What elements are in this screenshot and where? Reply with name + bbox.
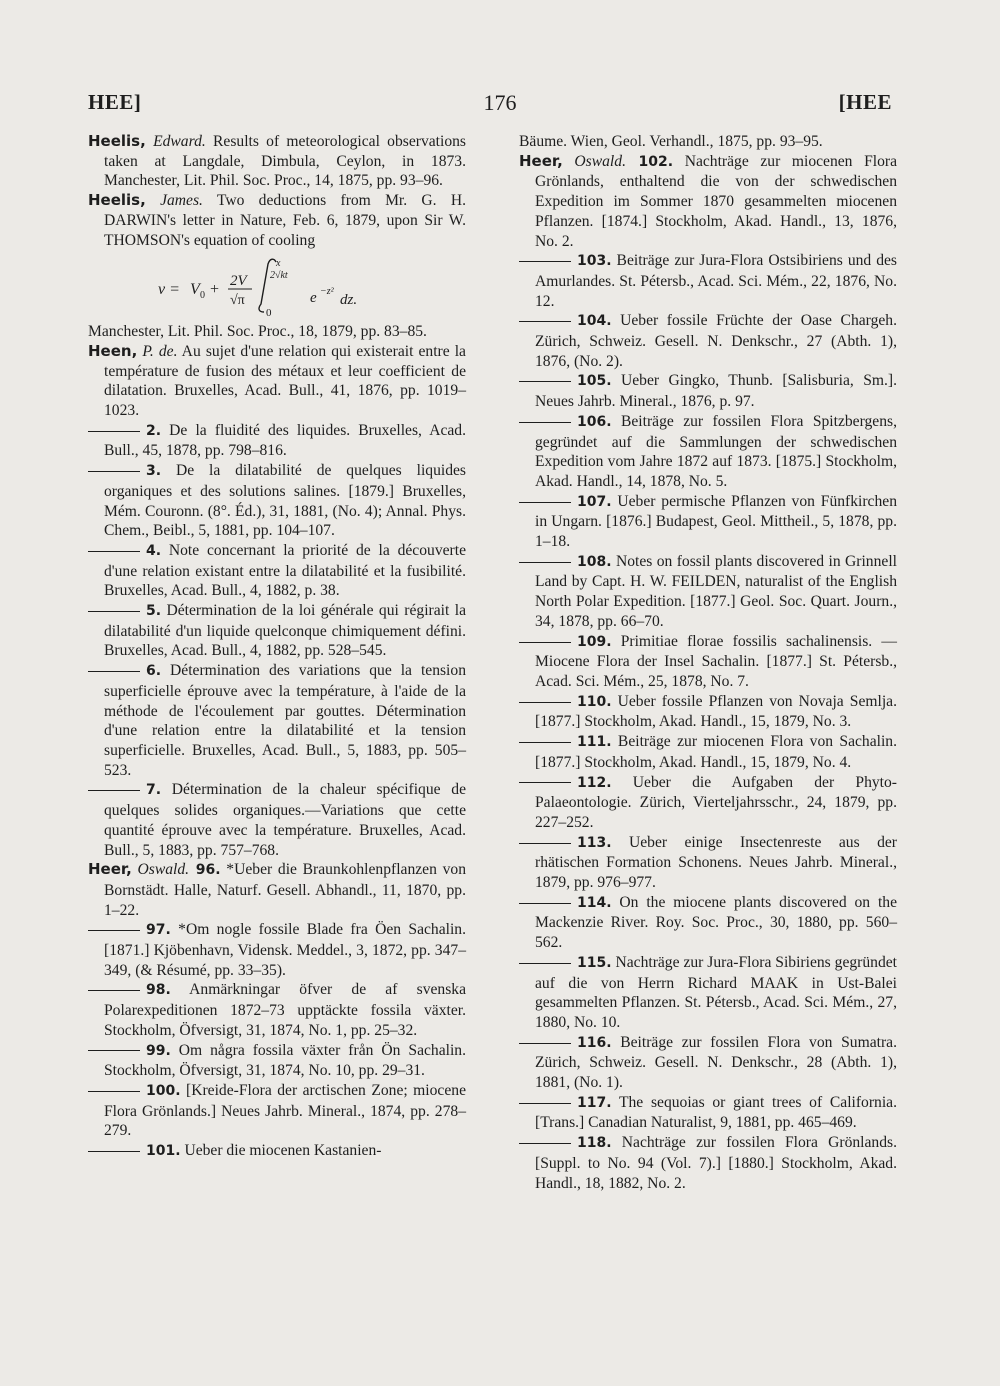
ditto-rule (519, 422, 571, 423)
bibliography-entry (519, 1133, 897, 1193)
bibliography-entry (519, 632, 897, 692)
equation-lower: 0 (266, 307, 272, 319)
ditto-rule (519, 963, 571, 964)
bibliography-entry (519, 833, 897, 893)
entry-text: Détermination des variations que la tension superficielle éprouve avec la température, à l'aide de la méthode de l'écoulement par gouttes. Détermination d'une relation entre la dilatabilité et la tension superficielle. Bruxelles, Acad. Bull., 5, 1883, pp. 505–523. (104, 662, 466, 779)
author-surname: Heelis, (88, 191, 146, 210)
author-surname: Heer, (519, 151, 563, 170)
entry-number: 111. (577, 734, 612, 751)
bibliography-entry (88, 461, 466, 541)
bibliography-entry (88, 342, 466, 421)
entry-text: Au sujet d'une relation qui existerait entre la température de fusion des métaux et leur coefficient de dilatation. Bruxelles, Acad. Bull., 41, 1876, pp. 1019–1023. (104, 342, 466, 420)
entry-number: 6. (146, 663, 162, 680)
ditto-rule (519, 502, 571, 503)
bibliography-entry (519, 492, 897, 552)
entry-number: 99. (146, 1042, 171, 1059)
bibliography-entry (88, 1081, 466, 1141)
entry-text: Primitiae florae fossilis sachalinensis. —Miocene Flora der Insel Sachalin. [1877.] St. Pétersb., Acad. Sci. Mém., 25, 1878, No. 7. (535, 632, 897, 690)
entry-number: 3. (146, 463, 162, 480)
author-surname: Heelis, (88, 132, 146, 150)
bibliography-entry (519, 692, 897, 732)
cooling-equation (88, 256, 466, 318)
bibliography-entry (519, 1033, 897, 1093)
bibliography-entry (88, 1041, 466, 1081)
equation-sup: −z² (320, 286, 334, 298)
bibliography-entry (88, 920, 466, 980)
ditto-rule (519, 261, 571, 262)
ditto-rule (88, 471, 140, 472)
ditto-rule (88, 990, 140, 991)
author-given-name: Edward. (153, 133, 206, 150)
entry-number: 110. (577, 693, 612, 710)
equation-dz: dz. (340, 292, 358, 309)
entry-text: Ueber Gingko, Thunb. [Salisburia, Sm.]. Neues Jahrb. Mineral., 1876, p. 97. (535, 372, 897, 411)
ditto-rule (519, 321, 571, 322)
entry-text: Nachträge zur fossilen Flora Grönlands. [Suppl. to No. 94 (Vol. 7).] [1880.] Stockholm, Akad. Handl., 18, 1882, No. 2. (535, 1134, 897, 1192)
author-surname: Heen, (88, 341, 138, 360)
right-column (519, 132, 897, 1193)
author-given-name: Oswald. (574, 152, 626, 170)
entry-text: Détermination de la loi générale qui régirait la dilatabilité d'un liquide quelconque chimiquement défini. Bruxelles, Acad. Bull., 4, 1882, pp. 528–545. (104, 602, 466, 660)
entry-text: Om några fossila växter från Ön Sachalin. Stockholm, Öfversigt, 31, 1874, No. 10, pp. 29–31. (104, 1041, 466, 1080)
running-head-right: [HEE (838, 90, 892, 114)
integral-sign (259, 259, 276, 312)
entry-number: 118. (577, 1135, 612, 1152)
entry-text: Détermination de la chaleur spécifique de quelques solides organiques.—Variations que cette quantité éprouve avec la température. Bruxelles, Acad. Bull., 5, 1883, pp. 757–768. (104, 781, 466, 859)
entry-number: 112. (577, 774, 612, 791)
bibliography-entry (88, 1141, 466, 1162)
entry-text: Results of meteorological observations taken at Langdale, Dimbula, Ceylon, in 1873. Manchester, Lit. Phil. Soc. Proc., 14, 1875, pp. 93–96. (104, 133, 466, 190)
ditto-rule (519, 742, 571, 743)
equation-rad: 2√kt (270, 270, 288, 282)
equation-graphic (158, 256, 418, 318)
entry-number: 107. (577, 493, 612, 510)
ditto-rule (519, 1103, 571, 1104)
entry-text: The sequoias or giant trees of California. [Trans.] Canadian Naturalist, 9, 1881, pp. 465–469. (535, 1093, 897, 1132)
ditto-rule (88, 1091, 140, 1092)
entry-number: 117. (577, 1094, 612, 1111)
left-column (88, 132, 466, 1162)
entry-text: Ueber permische Pflanzen von Fünfkirchen in Ungarn. [1876.] Budapest, Geol. Mittheil., 5, 1878, pp. 1–18. (535, 492, 897, 551)
entry-number: 115. (577, 954, 612, 971)
bibliography-entry (519, 893, 897, 953)
entry-number: 105. (577, 373, 612, 390)
ditto-rule (88, 611, 140, 612)
entry-number: 97. (146, 922, 171, 939)
entry-text: Beiträge zur fossilen Flora von Sumatra. Zürich, Schweiz. Gesell. N. Denkschr., 28 (Abth. 1), 1881, (No. 1). (535, 1033, 897, 1092)
ditto-rule (88, 551, 140, 552)
entry-text: Ueber fossile Pflanzen von Novaja Semlja. [1877.] Stockholm, Akad. Handl., 15, 1879, No. 3. (535, 692, 897, 731)
entry-text: Anmärkningar öfver de af svenska Polarexpeditionen 1872–73 upptäckte fossila växter. Stockholm, Öfversigt, 31, 1874, No. 1, pp. 25–32. (104, 981, 466, 1039)
bibliography-entry (88, 980, 466, 1040)
bibliography-entry (519, 773, 897, 833)
ditto-rule (519, 562, 571, 563)
bibliography-entry (88, 661, 466, 780)
bibliography-entry (519, 552, 897, 632)
ditto-rule (519, 782, 571, 783)
ditto-rule (88, 790, 140, 791)
entry-text: *Ueber die Braunkohlenpflanzen von Bornstädt. Halle, Naturf. Gesell. Abhandl., 11, 1870, pp. 1–22. (104, 861, 466, 919)
ditto-rule (88, 671, 140, 672)
entry-text: Ueber fossile Früchte der Oase Chargeh. Zürich, Schweiz. Gesell. N. Denkschr., 27 (Abth. 1), 1876, (No. 2). (535, 312, 897, 370)
ditto-rule (519, 642, 571, 643)
equation-num: 2V (230, 273, 247, 290)
entry-number: 104. (577, 313, 612, 330)
author-surname: Heer, (88, 860, 132, 879)
bibliography-entry (519, 152, 897, 252)
bibliography-entry (519, 732, 897, 772)
author-given-name: P. de. (142, 342, 178, 360)
entry-number: 101. (146, 1143, 181, 1160)
entry-text: Ueber die miocenen Kastanien- (180, 1142, 382, 1160)
bibliography-entry (88, 601, 466, 661)
equation-sub0: 0 (200, 290, 205, 302)
ditto-rule (88, 431, 140, 432)
running-head-left: HEE] (88, 90, 142, 114)
ditto-rule (88, 930, 140, 931)
entry-number: 102. (625, 153, 674, 170)
entry-text: [Kreide-Flora der arctischen Zone; miocene Flora Grönlands.] Neues Jahrb. Mineral., 1874, pp. 278–279. (104, 1081, 466, 1140)
entry-number: 108. (577, 553, 612, 570)
entry-number: 113. (577, 834, 612, 851)
entry-text: Note concernant la priorité de la découverte d'une relation existant entre la dilatabilité et la fusibilité. Bruxelles, Acad. Bull., 4, 1882, p. 38. (104, 541, 466, 600)
equation-v: v = (158, 281, 180, 299)
author-given-name: James. (160, 192, 203, 210)
entry-number: 7. (146, 782, 162, 799)
ditto-rule (88, 1151, 140, 1152)
ditto-rule (519, 1043, 571, 1044)
equation-plus: + (210, 281, 220, 299)
entry-number: 106. (577, 413, 612, 430)
bibliography-entry (88, 860, 466, 920)
entry-number: 109. (577, 633, 612, 650)
entry-number: 5. (146, 603, 162, 620)
entry-text: Beiträge zur miocenen Flora von Sachalin. [1877.] Stockholm, Akad. Handl., 15, 1879, No. 4. (535, 733, 897, 771)
entry-number: 96. (189, 862, 221, 879)
entry-text: Nachträge zur Jura-Flora Sibiriens gegründet auf die von Herrn Richard MAAK in Ust-Balei gesammelten Pflanzen. St. Pétersb., Acad. Sci. Mém., 27, 1880, No. 10. (535, 953, 897, 1031)
ditto-rule (519, 843, 571, 844)
entry-continuation: Manchester, Lit. Phil. Soc. Proc., 18, 1879, pp. 83–85. (88, 323, 427, 341)
entry-continuation: Bäume. Wien, Geol. Verhandl., 1875, pp. 93–95. (519, 133, 823, 150)
entry-number: 2. (146, 422, 162, 439)
ditto-rule (88, 1050, 140, 1051)
bibliography-entry (519, 1093, 897, 1133)
bibliography-entry (88, 421, 466, 461)
entry-text: Ueber einige Insectenreste aus der rhätischen Formation Schonens. Neues Jahrb. Mineral., 1879, pp. 976–977. (535, 833, 897, 892)
entry-text: Nachträge zur miocenen Flora Grönlands, enthaltend die von der schwedischen Expedition im Sommer 1870 gesammelten miocenen Pflanzen. [1874.] Stockholm, Akad. Handl., 13, 1876, No. 2. (535, 152, 897, 250)
bibliography-entry (88, 132, 466, 191)
bibliography-entry (88, 780, 466, 860)
entry-text: On the miocene plants discovered on the Mackenzie River. Roy. Soc. Proc., 30, 1880, pp. 560–562. (535, 893, 897, 952)
entry-number: 4. (146, 542, 162, 559)
ditto-rule (519, 1143, 571, 1144)
entry-text: *Om nogle fossile Blade fra Öen Sachalin. [1871.] Kjöbenhavn, Vidensk. Meddel., 3, 1872, pp. 347–349, (& Résumé, pp. 33–35). (104, 921, 466, 979)
equation-v0: V (190, 281, 200, 299)
ditto-rule (519, 903, 571, 904)
ditto-rule (519, 702, 571, 703)
equation-den: √π (230, 293, 245, 309)
equation-upper: x (276, 258, 281, 270)
entry-text: Ueber die Aufgaben der Phyto-Palaeontologie. Zürich, Vierteljahrsschr., 24, 1879, pp. 227–252. (535, 773, 897, 831)
entry-text: De la dilatabilité de quelques liquides organiques et des solutions salines. [1879.] Bruxelles, Mém. Couronn. (8°. Éd.), 31, 1881, (No. 4); Annal. Phys. Chem., Beibl., 5, 1881, pp. 104–107. (104, 462, 466, 540)
entry-number: 100. (146, 1082, 181, 1099)
bibliography-entry (88, 191, 466, 250)
entry-text: Two deductions from Mr. G. H. DARWIN's letter in Nature, Feb. 6, 1879, upon Sir W. THOMSON's equation of cooling (104, 192, 466, 249)
entry-text: Beiträge zur fossilen Flora Spitzbergens, gegründet auf die Sammlungen der schwedischen Expedition vom Jahre 1872 auf 1873. [1875.] Stockholm, Akad. Handl., 14, 1878, No. 5. (535, 412, 897, 490)
ditto-rule (519, 381, 571, 382)
entry-number: 114. (577, 894, 612, 911)
bibliography-entry (519, 412, 897, 492)
entry-number: 103. (577, 253, 612, 270)
bibliography-entry (519, 311, 897, 371)
equation-exp: e (310, 290, 317, 307)
bibliography-entry (88, 541, 466, 601)
entry-number: 98. (146, 982, 171, 999)
bibliography-entry (519, 371, 897, 411)
bibliography-entry (519, 251, 897, 311)
entry-number: 116. (577, 1034, 612, 1051)
author-given-name: Oswald. (137, 861, 190, 879)
entry-text: Beiträge zur Jura-Flora Ostsibiriens und des Amurlandes. St. Pétersb., Acad. Sci. Mém., 22, 1876, No. 12. (535, 252, 897, 310)
page-number: 176 (483, 90, 517, 115)
entry-text: Notes on fossil plants discovered in Grinnell Land by Capt. H. W. FEILDEN, naturalist of the English North Polar Expedition. [1877.] Geol. Soc. Quart. Journ., 34, 1878, pp. 66–70. (535, 552, 897, 630)
entry-text: De la fluidité des liquides. Bruxelles, Acad. Bull., 45, 1878, pp. 798–816. (104, 421, 466, 460)
bibliography-entry (519, 953, 897, 1033)
